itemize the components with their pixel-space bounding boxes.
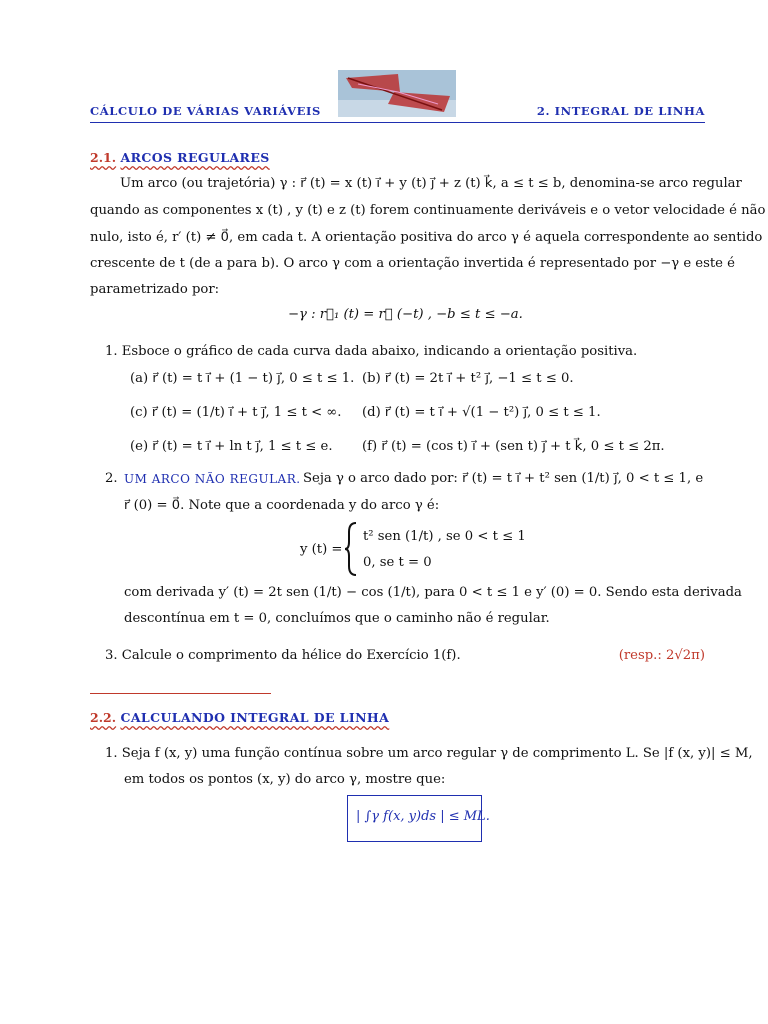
piecewise-lhs: y (t) =	[300, 542, 343, 557]
display-formula: −γ : r⃗₁ (t) = r⃗ (−t) , −b ≤ t ≤ −a.	[288, 307, 523, 322]
paragraph-line: crescente de t (de a para b). O arco γ com a orientação invertida é representado por −γ e este é	[90, 256, 735, 271]
header-logo	[338, 70, 456, 117]
section-number: 2.2.	[90, 710, 117, 725]
paragraph-line: quando as componentes x (t) , y (t) e z (t) forem continuamente deriváveis e o vetor velocidade é não	[90, 203, 766, 218]
piecewise-case-2: 0, se t = 0	[363, 555, 432, 570]
exercise-1e: (e) r⃗ (t) = t i⃗ + ln t j⃗, 1 ≤ t ≤ e.	[130, 439, 333, 454]
section-divider	[90, 693, 271, 694]
paragraph-line: nulo, isto é, r′ (t) ≠ 0⃗, em cada t. A orientação positiva do arco γ é aquela correspondente ao sentido	[90, 230, 763, 245]
exercise-2-number: 2.	[105, 471, 118, 486]
exercise-1f: (f) r⃗ (t) = (cos t) i⃗ + (sen t) j⃗ + t k⃗, 0 ≤ t ≤ 2π.	[362, 439, 665, 454]
boxed-inequality-text: | ∫γ f(x, y)ds | ≤ ML.	[356, 809, 490, 824]
exercise-2-line: descontínua em t = 0, concluímos que o caminho não é regular.	[124, 611, 550, 626]
paragraph-line: parametrizado por:	[90, 282, 220, 297]
piecewise-case-1: t² sen (1/t) , se 0 < t ≤ 1	[363, 529, 526, 544]
header-left: CÁLCULO DE VÁRIAS VARIÁVEIS	[90, 104, 321, 118]
header-rule	[90, 122, 705, 123]
section-title: CALCULANDO INTEGRAL DE LINHA	[120, 710, 390, 725]
exercise-3-answer: (resp.: 2√2π)	[618, 648, 705, 663]
exercise-3: 3. Calcule o comprimento da hélice do Exercício 1(f).	[105, 648, 461, 663]
exercise-2-line: com derivada y′ (t) = 2t sen (1/t) − cos (1/t), para 0 < t ≤ 1 e y′ (0) = 0. Sendo esta derivada	[124, 585, 742, 600]
exercise-1a: (a) r⃗ (t) = t i⃗ + (1 − t) j⃗, 0 ≤ t ≤ 1.	[130, 371, 355, 386]
exercise-2-line: Seja γ o arco dado por: r⃗ (t) = t i⃗ + t² sen (1/t) j⃗, 0 < t ≤ 1, e	[303, 471, 704, 486]
section-number: 2.1.	[90, 150, 117, 165]
exercise-1d: (d) r⃗ (t) = t i⃗ + √(1 − t²) j⃗, 0 ≤ t ≤ 1.	[362, 405, 601, 420]
section-title: ARCOS REGULARES	[120, 150, 270, 165]
exercise-1b: (b) r⃗ (t) = 2t i⃗ + t² j⃗, −1 ≤ t ≤ 0.	[362, 371, 574, 386]
exercise-line: em todos os pontos (x, y) do arco γ, mostre que:	[124, 772, 446, 787]
boxed-inequality	[347, 795, 490, 842]
exercise-line: 1. Seja f (x, y) uma função contínua sobre um arco regular γ de comprimento L. Se |f (x, y)| ≤ M,	[105, 746, 753, 761]
exercise-1-intro: 1. Esboce o gráfico de cada curva dada abaixo, indicando a orientação positiva.	[105, 344, 638, 359]
section-heading-2-1	[90, 150, 270, 165]
header-right: 2. INTEGRAL DE LINHA	[536, 104, 705, 118]
section-heading-2-2	[90, 710, 389, 725]
piecewise-brace	[344, 522, 358, 580]
exercise-2-line: r⃗ (0) = 0⃗. Note que a coordenada y do arco γ é:	[124, 498, 440, 513]
exercise-1c: (c) r⃗ (t) = (1/t) i⃗ + t j⃗, 1 ≤ t < ∞.	[130, 405, 342, 420]
paragraph-line: Um arco (ou trajetória) γ : r⃗ (t) = x (t) i⃗ + y (t) j⃗ + z (t) k⃗, a ≤ t ≤ b, denomina-se arco regular	[120, 176, 742, 191]
exercise-2-label: UM ARCO NÃO REGULAR.	[124, 472, 301, 486]
